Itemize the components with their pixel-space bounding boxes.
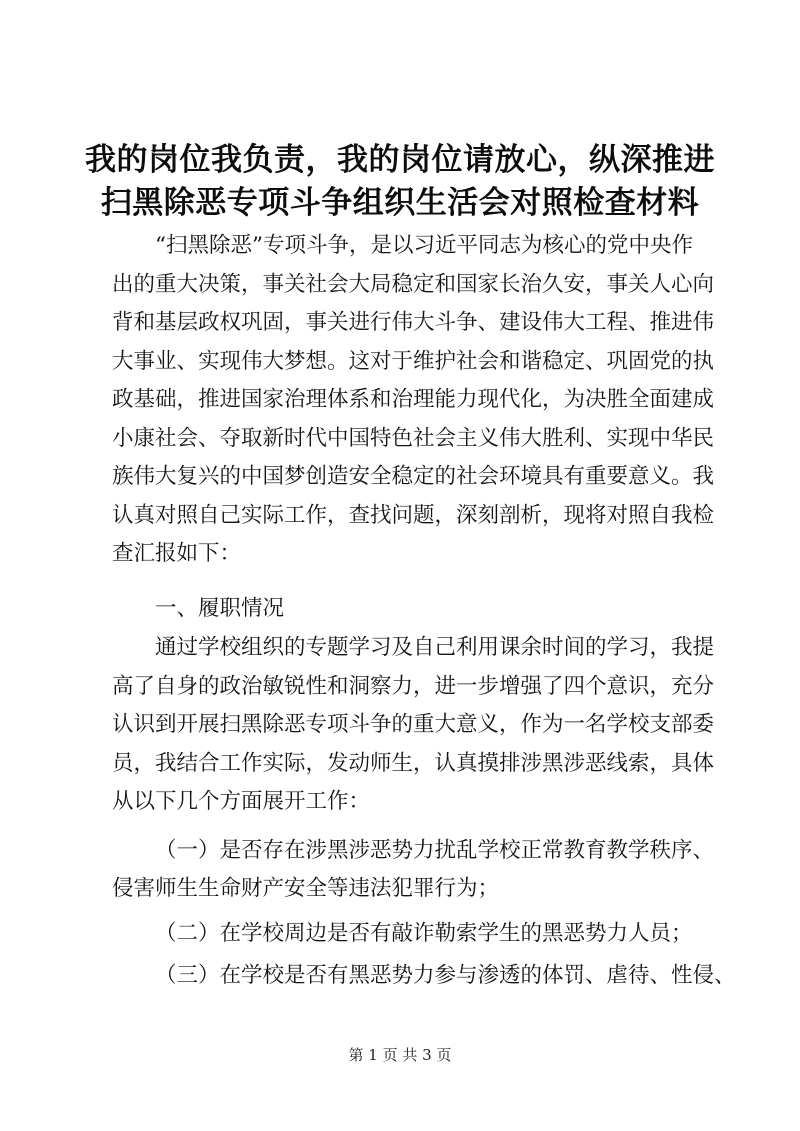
document-title-line-2: 扫黑除恶专项斗争组织生活会对照检查材料 <box>100 185 700 221</box>
page-number-footer: 第 1 页 共 3 页 <box>348 1046 452 1064</box>
paragraph-line: 背和基层政权巩固，事关进行伟大斗争、建设伟大工程、推进伟 <box>112 310 715 335</box>
paragraph-line: “扫黑除恶”专项斗争，是以习近平同志为核心的党中央作 <box>155 233 693 258</box>
paragraph-line: 族伟大复兴的中国梦创造安全稳定的社会环境具有重要意义。我 <box>112 464 715 489</box>
paragraph-line: 政基础，推进国家治理体系和治理能力现代化，为决胜全面建成 <box>112 387 715 412</box>
paragraph-line: 认真对照自己实际工作，查找问题，深刻剖析，现将对照自我检 <box>112 503 715 528</box>
paragraph-line: 出的重大决策，事关社会大局稳定和国家长治久安，事关人心向 <box>112 272 715 297</box>
paragraph-line: 高了自身的政治敏锐性和洞察力，进一步增强了四个意识，充分 <box>112 674 715 699</box>
paragraph-line: 小康社会、夺取新时代中国特色社会主义伟大胜利、实现中华民 <box>112 426 715 451</box>
paragraph-line: 认识到开展扫黑除恶专项斗争的重大意义，作为一名学校支部委 <box>112 712 715 737</box>
paragraph-line: 大事业、实现伟大梦想。这对于维护社会和谐稳定、巩固党的执 <box>112 349 715 374</box>
list-item-line: （三）在学校是否有黑恶势力参与渗透的体罚、虐待、性侵、 <box>155 963 736 988</box>
list-item-line: （二）在学校周边是否有敲诈勒索学生的黑恶势力人员； <box>155 921 693 946</box>
paragraph-line: 员，我结合工作实际，发动师生，认真摸排涉黑涉恶线索，具体 <box>112 751 715 776</box>
paragraph-line: 从以下几个方面展开工作： <box>112 789 371 814</box>
paragraph-line: 通过学校组织的专题学习及自己利用课余时间的学习，我提 <box>155 635 715 660</box>
list-item-line: 侵害师生生命财产安全等违法犯罪行为； <box>112 876 500 901</box>
paragraph-line: 查汇报如下： <box>112 541 242 566</box>
document-title-line-1: 我的岗位我负责，我的岗位请放心，纵深推进 <box>85 142 715 178</box>
list-item-line: （一）是否存在涉黑涉恶势力扰乱学校正常教育教学秩序、 <box>155 838 715 863</box>
section-heading: 一、履职情况 <box>155 596 285 621</box>
